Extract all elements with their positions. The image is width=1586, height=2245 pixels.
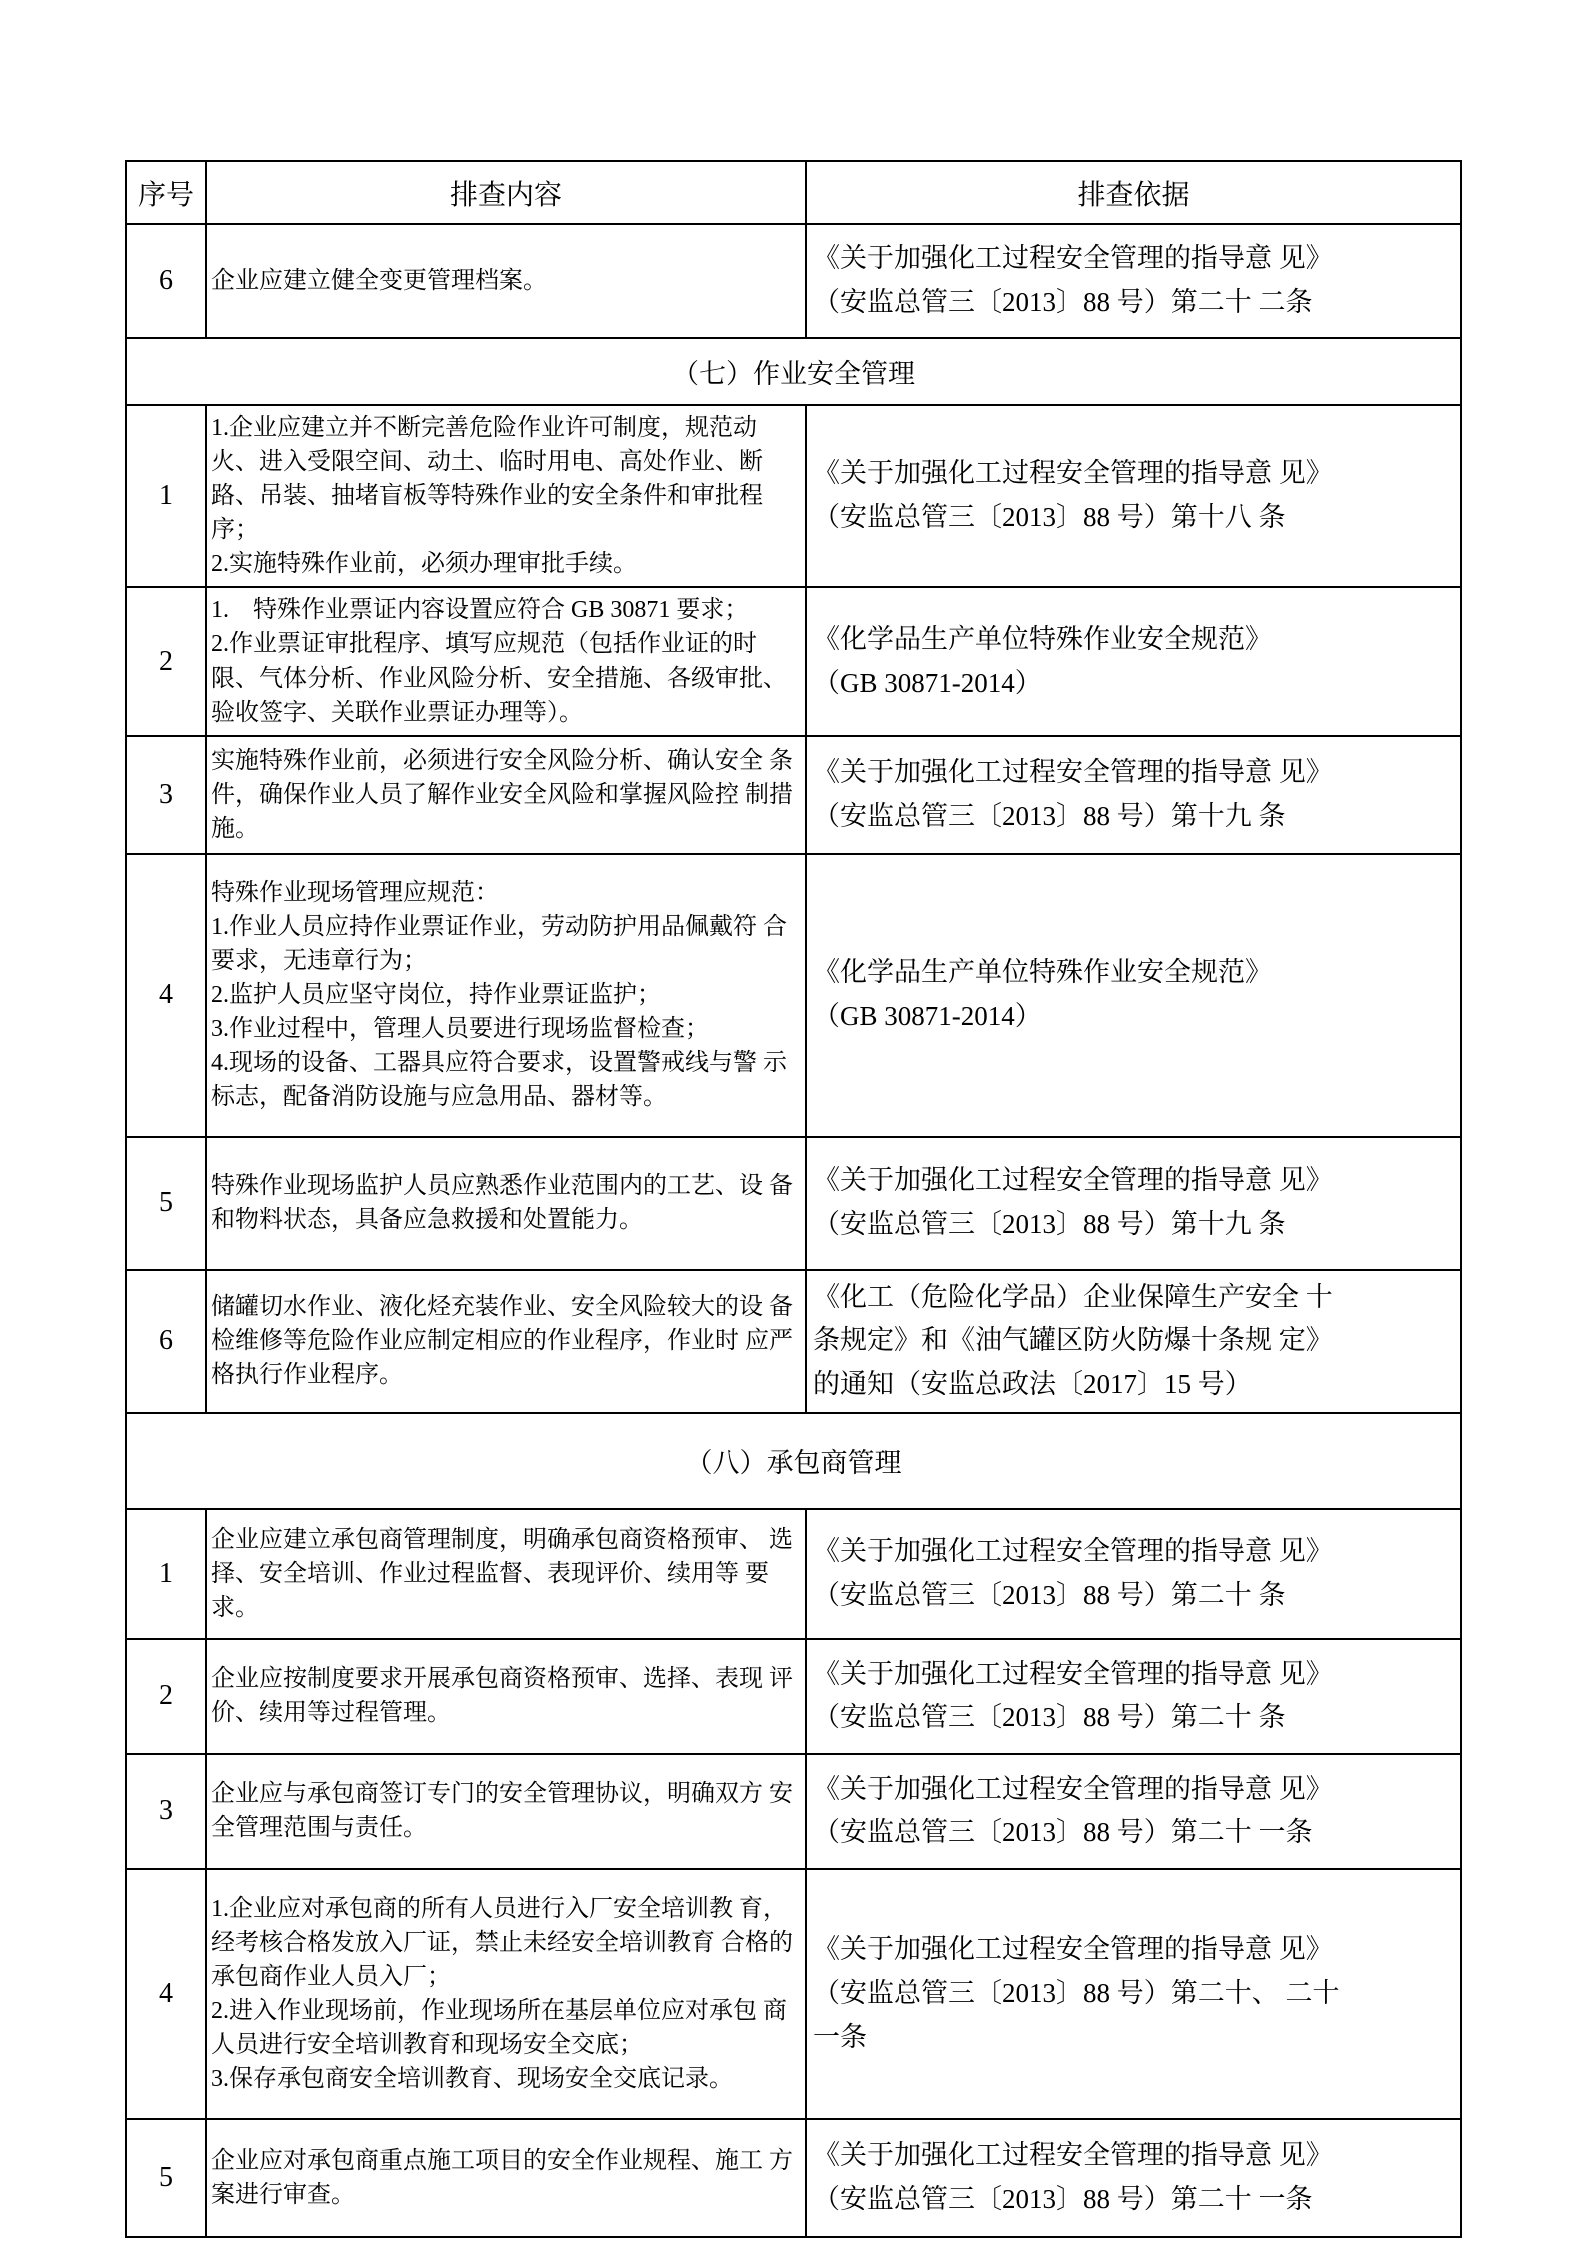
row-basis-cell (806, 1270, 1461, 1413)
basis-line: 一条 (813, 2021, 867, 2052)
section-row (126, 1413, 1461, 1509)
basis-line: 《关于加强化工过程安全管理的指导意 见》 (813, 1536, 1333, 1567)
basis-line: 《关于加强化工过程安全管理的指导意 见》 (813, 458, 1333, 489)
content-paragraph: 实施特殊作业前，必须进行安全风险分析、确认安全 条件，确保作业人员了解作业安全风险和掌握风险控 制措施。 (211, 747, 793, 842)
basis-line: （安监总管三〔2013〕88 号）第二十 一条 (813, 2183, 1313, 2214)
row-basis-cell (806, 1509, 1461, 1639)
table-row (126, 587, 1461, 735)
header-basis: 排查依据 (806, 161, 1461, 224)
table-row (126, 854, 1461, 1137)
table-header (126, 161, 1461, 224)
row-basis-cell (806, 587, 1461, 735)
content-paragraph: 特殊作业现场管理应规范： (211, 879, 499, 906)
content-paragraph: 3.作业过程中，管理人员要进行现场监督检查； (211, 1016, 709, 1043)
basis-line: 《化学品生产单位特殊作业安全规范》 (813, 957, 1272, 988)
content-paragraph: 2.进入作业现场前，作业现场所在基层单位应对承包 商人员进行安全培训教育和现场安全交底； (211, 1997, 787, 2058)
row-content-cell (206, 1509, 806, 1639)
row-no-cell: 3 (126, 1754, 206, 1869)
row-no-cell: 2 (126, 1639, 206, 1754)
inspection-table (125, 160, 1462, 2238)
basis-line: 《关于加强化工过程安全管理的指导意 见》 (813, 1934, 1333, 1965)
basis-line: （GB 30871-2014） (813, 1001, 1042, 1032)
basis-line: （安监总管三〔2013〕88 号）第二十 条 (813, 1579, 1286, 1610)
table-row (126, 2119, 1461, 2237)
row-basis-cell (806, 2119, 1461, 2237)
table-row (126, 1869, 1461, 2119)
content-paragraph: 1.企业应对承包商的所有人员进行入厂安全培训教 育，经考核合格发放入厂证，禁止未经安全培训教育 合格的承包商作业人员入厂； (211, 1895, 793, 1990)
row-no-cell: 6 (126, 224, 206, 338)
basis-line: （安监总管三〔2013〕88 号）第十九 条 (813, 800, 1286, 831)
table-row (126, 1509, 1461, 1639)
row-basis-cell (806, 1869, 1461, 2119)
basis-line: 的通知（安监总政法〔2017〕15 号） (813, 1369, 1252, 1400)
content-paragraph: 储罐切水作业、液化烃充装作业、安全风险较大的设 备检维修等危险作业应制定相应的作业程序，作业时 应严格执行作业程序。 (211, 1294, 793, 1389)
row-content-cell (206, 587, 806, 735)
row-content-cell (206, 224, 806, 338)
row-content-cell (206, 736, 806, 854)
table-row (126, 405, 1461, 587)
row-content-cell (206, 2119, 806, 2237)
section-title: （七）作业安全管理 (126, 338, 1461, 405)
row-no-cell: 5 (126, 1137, 206, 1270)
row-no-cell: 5 (126, 2119, 206, 2237)
basis-line: （安监总管三〔2013〕88 号）第二十 二条 (813, 287, 1313, 317)
basis-line: （安监总管三〔2013〕88 号）第十八 条 (813, 502, 1286, 533)
basis-line: （安监总管三〔2013〕88 号）第二十 一条 (813, 1817, 1313, 1848)
basis-line: 《关于加强化工过程安全管理的指导意 见》 (813, 1658, 1333, 1689)
content-paragraph: 1.企业应建立并不断完善危险作业许可制度，规范动 火、进入受限空间、动土、临时用电、高处作业、断 路、吊装、抽堵盲板等特殊作业的安全条件和审批程 序； (211, 415, 763, 544)
content-paragraph: 1. 特殊作业票证内容设置应符合 GB 30871 要求； (211, 597, 749, 624)
section-title: （八）承包商管理 (126, 1413, 1461, 1509)
section-row (126, 338, 1461, 405)
row-no-cell: 1 (126, 1509, 206, 1639)
content-paragraph: 1.作业人员应持作业票证作业，劳动防护用品佩戴符 合要求，无违章行为； (211, 914, 787, 975)
row-basis-cell (806, 854, 1461, 1137)
table-row (126, 1639, 1461, 1754)
table-body (126, 224, 1461, 2237)
table-row (126, 1754, 1461, 1869)
basis-line: 《化工（危险化学品）企业保障生产安全 十 (813, 1281, 1333, 1312)
row-basis-cell (806, 405, 1461, 587)
header-no: 序号 (126, 161, 206, 224)
content-paragraph: 企业应建立健全变更管理档案。 (211, 267, 547, 294)
row-content-cell (206, 854, 806, 1137)
table-row (126, 1137, 1461, 1270)
header-row (126, 161, 1461, 224)
row-no-cell: 4 (126, 1869, 206, 2119)
basis-line: 《关于加强化工过程安全管理的指导意 见》 (813, 2140, 1333, 2171)
row-basis-cell (806, 1754, 1461, 1869)
basis-line: 《关于加强化工过程安全管理的指导意 见》 (813, 756, 1333, 787)
basis-line: （安监总管三〔2013〕88 号）第十九 条 (813, 1209, 1286, 1240)
basis-line: （安监总管三〔2013〕88 号）第二十 条 (813, 1702, 1286, 1733)
row-no-cell: 3 (126, 736, 206, 854)
row-content-cell (206, 1754, 806, 1869)
basis-line: 《关于加强化工过程安全管理的指导意 见》 (813, 1773, 1333, 1804)
basis-line: 《关于加强化工过程安全管理的指导意 见》 (813, 1165, 1333, 1196)
content-paragraph: 企业应对承包商重点施工项目的安全作业规程、施工 方案进行审查。 (211, 2147, 793, 2208)
table-row (126, 224, 1461, 338)
row-basis-cell (806, 736, 1461, 854)
content-paragraph: 企业应按制度要求开展承包商资格预审、选择、表现 评价、续用等过程管理。 (211, 1666, 793, 1727)
row-no-cell: 1 (126, 405, 206, 587)
row-no-cell: 4 (126, 854, 206, 1137)
basis-line: （安监总管三〔2013〕88 号）第二十、 二十 (813, 1978, 1340, 2009)
row-no-cell: 2 (126, 587, 206, 735)
header-content: 排查内容 (206, 161, 806, 224)
content-paragraph: 2.实施特殊作业前，必须办理审批手续。 (211, 551, 637, 578)
row-content-cell (206, 1869, 806, 2119)
row-content-cell (206, 1639, 806, 1754)
basis-line: 《化学品生产单位特殊作业安全规范》 (813, 623, 1272, 654)
basis-line: 《关于加强化工过程安全管理的指导意 见》 (813, 243, 1333, 274)
basis-line: （GB 30871-2014） (813, 667, 1042, 698)
content-paragraph: 4.现场的设备、工器具应符合要求，设置警戒线与警 示标志，配备消防设施与应急用品、器材等。 (211, 1050, 787, 1111)
basis-line: 条规定》和《油气罐区防火防爆十条规 定》 (813, 1325, 1333, 1356)
content-paragraph: 2.作业票证审批程序、填写应规范（包括作业证的时 限、气体分析、作业风险分析、安全措施、各级审批、 验收签字、关联作业票证办理等）。 (211, 631, 787, 726)
row-basis-cell (806, 224, 1461, 338)
content-paragraph: 企业应与承包商签订专门的安全管理协议，明确双方 安全管理范围与责任。 (211, 1781, 793, 1842)
row-no-cell: 6 (126, 1270, 206, 1413)
row-basis-cell (806, 1639, 1461, 1754)
table-row (126, 736, 1461, 854)
row-content-cell (206, 1137, 806, 1270)
row-basis-cell (806, 1137, 1461, 1270)
row-content-cell (206, 405, 806, 587)
content-paragraph: 3.保存承包商安全培训教育、现场安全交底记录。 (211, 2066, 733, 2093)
content-paragraph: 2.监护人员应坚守岗位，持作业票证监护； (211, 982, 661, 1009)
table-row (126, 1270, 1461, 1413)
content-paragraph: 企业应建立承包商管理制度，明确承包商资格预审、 选择、安全培训、作业过程监督、表现评价、续用等 要求。 (211, 1526, 793, 1621)
content-paragraph: 特殊作业现场监护人员应熟悉作业范围内的工艺、设 备和物料状态，具备应急救援和处置能力。 (211, 1173, 793, 1234)
row-content-cell (206, 1270, 806, 1413)
